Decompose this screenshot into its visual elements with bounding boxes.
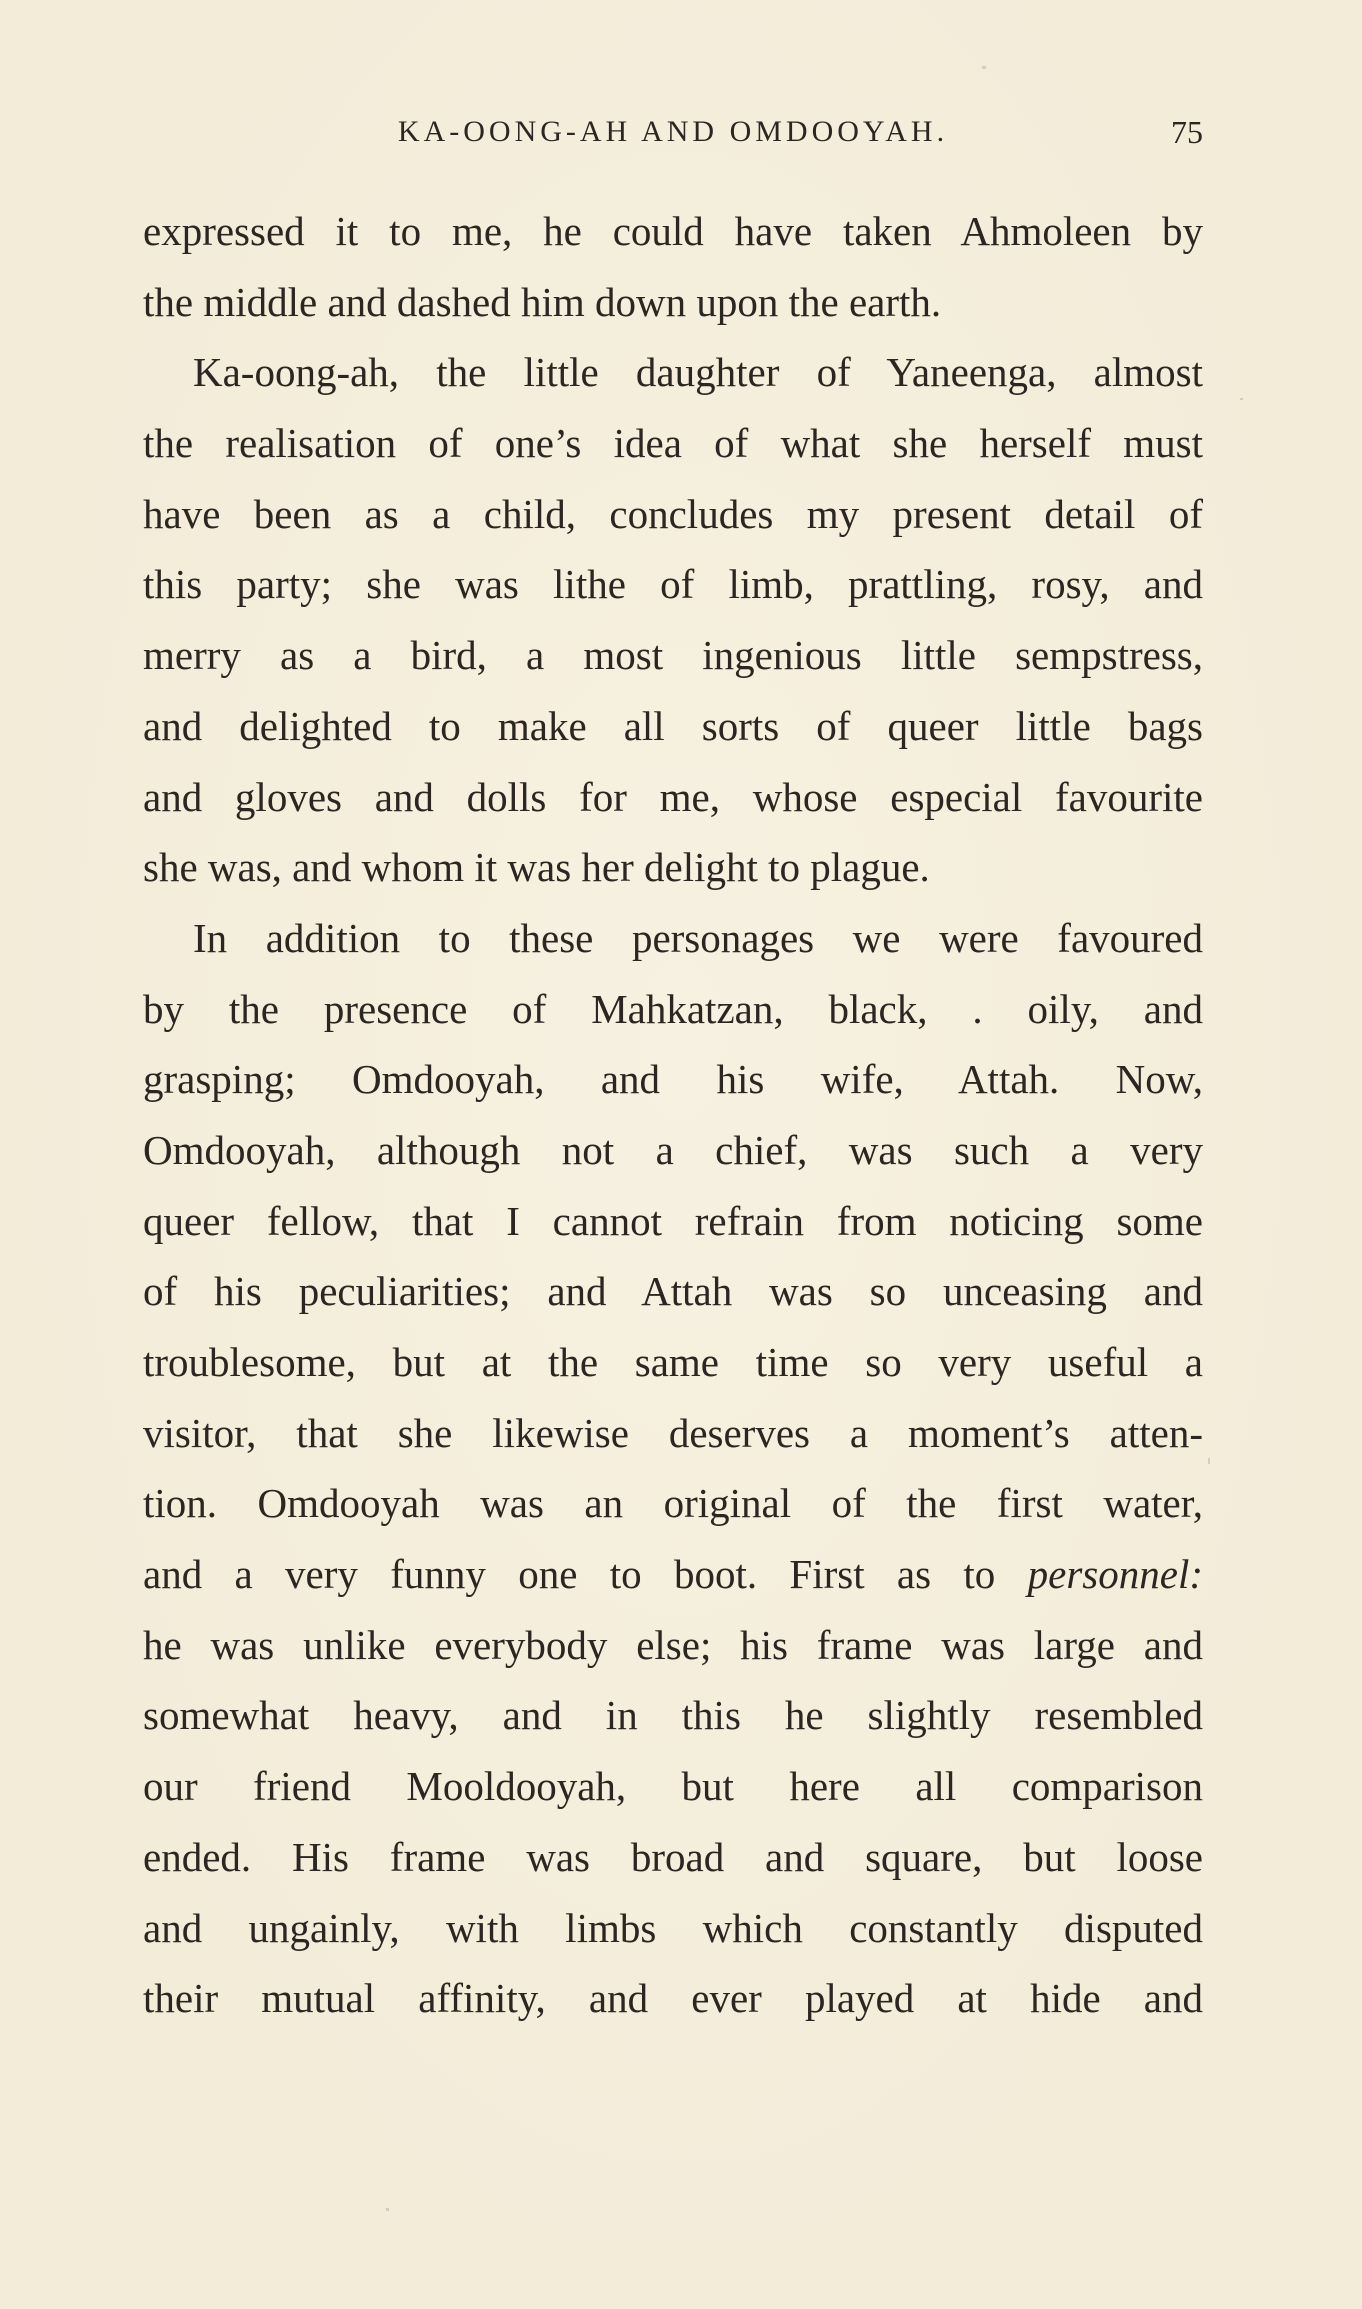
body-text — [143, 196, 1203, 2034]
text-line: ended. His frame was broad and square, but loose — [143, 1833, 1203, 1880]
text-line: have been as a child, concludes my present detail of — [143, 490, 1203, 537]
text-line: and gloves and dolls for me, whose especial favourite — [143, 773, 1203, 820]
italic-word: personnel: — [1027, 1551, 1203, 1598]
paragraph-start-line: In addition to these personages we were favoured — [193, 914, 1203, 961]
text-line: he was unlike everybody else; his frame was large and — [143, 1621, 1203, 1668]
text-line: merry as a bird, a most ingenious little sempstress, — [143, 632, 1203, 679]
text-line: queer fellow, that I cannot refrain from noticing some — [143, 1197, 1203, 1244]
paper-speck — [982, 66, 986, 69]
text-line: and ungainly, with limbs which constantly disputed — [143, 1904, 1203, 1951]
text-line: she was, and whom it was her delight to plague. — [143, 844, 930, 891]
paper-speck — [386, 2208, 389, 2211]
text-line-segment: and a very funny one to boot. First as to — [143, 1551, 996, 1598]
text-line: by the presence of Mahkatzan, black, . oily, and — [143, 985, 1203, 1032]
page-number: 75 — [1171, 114, 1203, 150]
paper-speck — [1208, 1458, 1210, 1464]
text-line: Omdooyah, although not a chief, was such a very — [143, 1126, 1203, 1173]
running-title: KA-OONG-AH AND OMDOOYAH. — [397, 115, 949, 148]
text-line-with-italic — [143, 1539, 1203, 1610]
paper-speck — [1240, 398, 1243, 400]
text-line: their mutual affinity, and ever played at hide and — [143, 1975, 1203, 2022]
running-head — [143, 112, 1203, 152]
text-line: the realisation of one’s idea of what she herself must — [143, 420, 1203, 467]
text-line: visitor, that she likewise deserves a moment’s atten- — [143, 1409, 1203, 1456]
text-line: expressed it to me, he could have taken Ahmoleen by — [143, 208, 1203, 254]
text-line: troublesome, but at the same time so very useful a — [143, 1339, 1203, 1385]
text-line: of his peculiarities; and Attah was so unceasing and — [143, 1268, 1203, 1315]
paragraph-start-line: Ka-oong-ah, the little daughter of Yaneenga, almost — [193, 349, 1203, 396]
text-line: somewhat heavy, and in this he slightly resembled — [143, 1692, 1203, 1739]
text-line: and delighted to make all sorts of queer little bags — [143, 702, 1203, 749]
text-line: the middle and dashed him down upon the earth. — [143, 278, 942, 325]
text-line: this party; she was lithe of limb, prattling, rosy, and — [143, 561, 1203, 608]
text-line: grasping; Omdooyah, and his wife, Attah. Now, — [143, 1056, 1203, 1103]
text-line: our friend Mooldooyah, but here all comparison — [143, 1763, 1203, 1810]
text-line: tion. Omdooyah was an original of the first water, — [143, 1480, 1203, 1527]
